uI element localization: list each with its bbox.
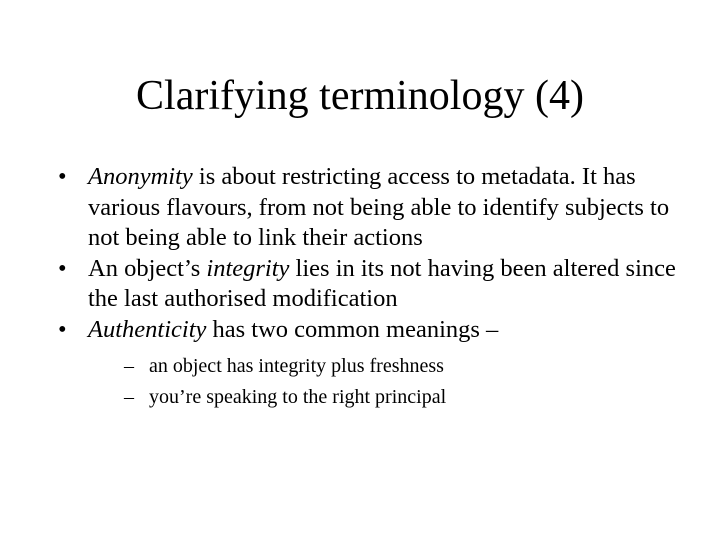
- slide-title: Clarifying terminology (4): [136, 73, 584, 119]
- bullet-authenticity: [56, 315, 686, 414]
- sub-bullet-list: [88, 351, 686, 413]
- bullet-marker: •: [58, 315, 67, 343]
- bullet-list: [56, 162, 686, 413]
- bullet-anonymity-text: is about restricting access to metadata. It has various flavours, from not being able to identify subjects to not being able to link their actions: [88, 163, 670, 251]
- sub-bullet-text: you’re speaking to the right principal: [149, 386, 447, 408]
- bullet-integrity: [56, 254, 686, 315]
- bullet-anonymity: [56, 162, 686, 254]
- bullet-text: [88, 254, 686, 315]
- sub-bullet-principal: [88, 382, 686, 413]
- bullet-integrity-prefix: An object’s: [88, 254, 207, 282]
- bullet-marker: •: [58, 163, 67, 190]
- bullet-integrity-text: lies in its not having been altered since the last authorised modification: [88, 254, 676, 312]
- sub-bullet-text: an object has integrity plus freshness: [149, 355, 444, 377]
- sub-bullet-freshness: [88, 351, 686, 382]
- bullet-marker: •: [58, 254, 67, 282]
- term-anonymity: Anonymity: [88, 163, 193, 190]
- bullet-text: [88, 162, 686, 254]
- sub-bullet-marker: –: [124, 386, 134, 408]
- sub-bullet-marker: –: [124, 355, 134, 377]
- term-authenticity: Authenticity: [88, 315, 207, 343]
- term-integrity: integrity: [206, 254, 290, 282]
- bullet-text: [88, 315, 686, 346]
- bullet-authenticity-text: has two common meanings –: [206, 315, 499, 343]
